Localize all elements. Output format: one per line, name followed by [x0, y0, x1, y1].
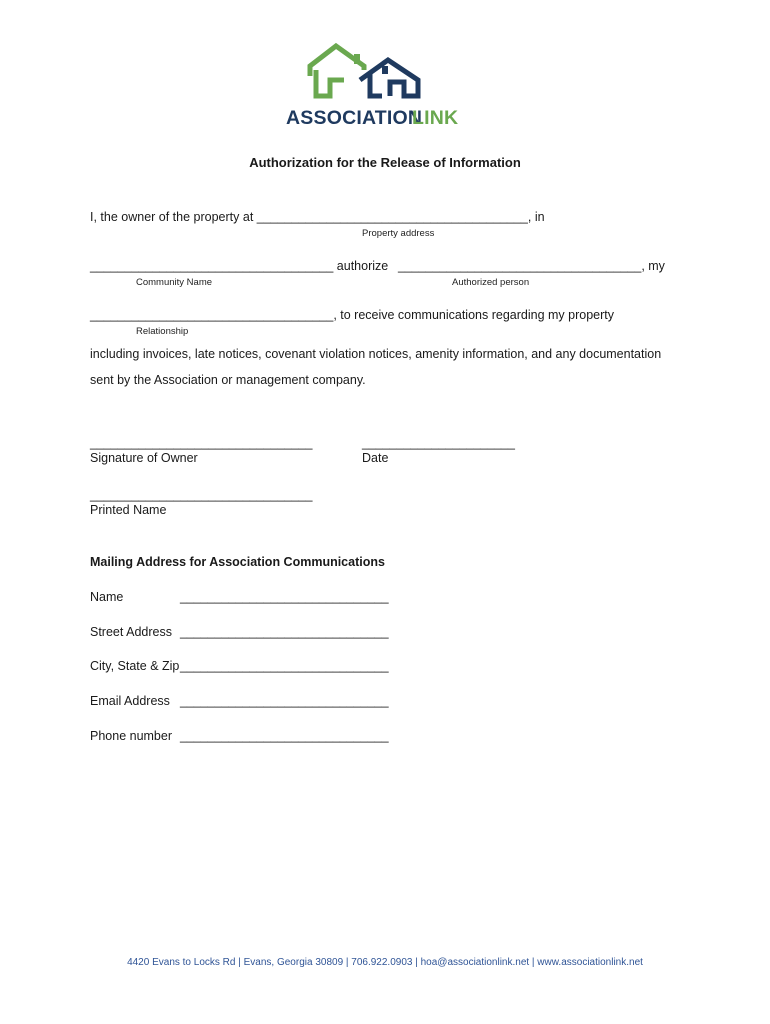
date-label: Date: [362, 451, 389, 465]
mailing-label-phone: Phone number: [90, 729, 173, 743]
community-name-caption: Community Name: [136, 277, 213, 288]
houses-icon: [278, 36, 470, 132]
date-line[interactable]: ______________________: [362, 436, 515, 450]
association-link-logo: [278, 36, 470, 132]
mailing-label-email: Email Address: [90, 694, 170, 708]
authorized-person-caption: Authorized person: [452, 277, 530, 288]
logo-word-association: ASSOCIATION: [286, 107, 423, 129]
logo-word-link: LINK: [412, 107, 459, 129]
mailing-label-name: Name: [90, 590, 124, 604]
mailing-field-street[interactable]: ______________________________: [180, 625, 389, 639]
paragraph-line-2: sent by the Association or management company.: [90, 373, 366, 387]
mailing-field-phone[interactable]: ______________________________: [180, 729, 389, 743]
mailing-field-email[interactable]: ______________________________: [180, 694, 389, 708]
community-authorize-line[interactable]: ___________________________________ authorize: [90, 259, 389, 273]
property-address-caption: Property address: [362, 228, 435, 239]
printed-name-label: Printed Name: [90, 503, 167, 517]
paragraph-line-1: including invoices, late notices, covenant violation notices, amenity information, and any documentation: [90, 347, 662, 361]
relationship-line[interactable]: ___________________________________, to receive communications regarding my property: [90, 308, 614, 322]
footer-contact: 4420 Evans to Locks Rd | Evans, Georgia 30809 | 706.922.0903 | hoa@associationlink.net | www.associationlink.net: [127, 957, 643, 968]
signature-line[interactable]: ________________________________: [90, 436, 313, 450]
printed-name-line[interactable]: ________________________________: [90, 488, 313, 502]
signature-label: Signature of Owner: [90, 451, 198, 465]
mailing-label-city: City, State & Zip: [90, 659, 180, 673]
authorized-person-line[interactable]: ___________________________________, my: [398, 259, 665, 273]
relationship-caption: Relationship: [136, 326, 189, 337]
mailing-label-street: Street Address: [90, 625, 172, 639]
mailing-heading: Mailing Address for Association Communications: [90, 555, 385, 569]
mailing-field-name[interactable]: ______________________________: [180, 590, 389, 604]
document-title: Authorization for the Release of Information: [249, 155, 521, 170]
owner-property-line[interactable]: I, the owner of the property at _______________________________________, in: [90, 210, 545, 224]
mailing-field-city[interactable]: ______________________________: [180, 659, 389, 673]
